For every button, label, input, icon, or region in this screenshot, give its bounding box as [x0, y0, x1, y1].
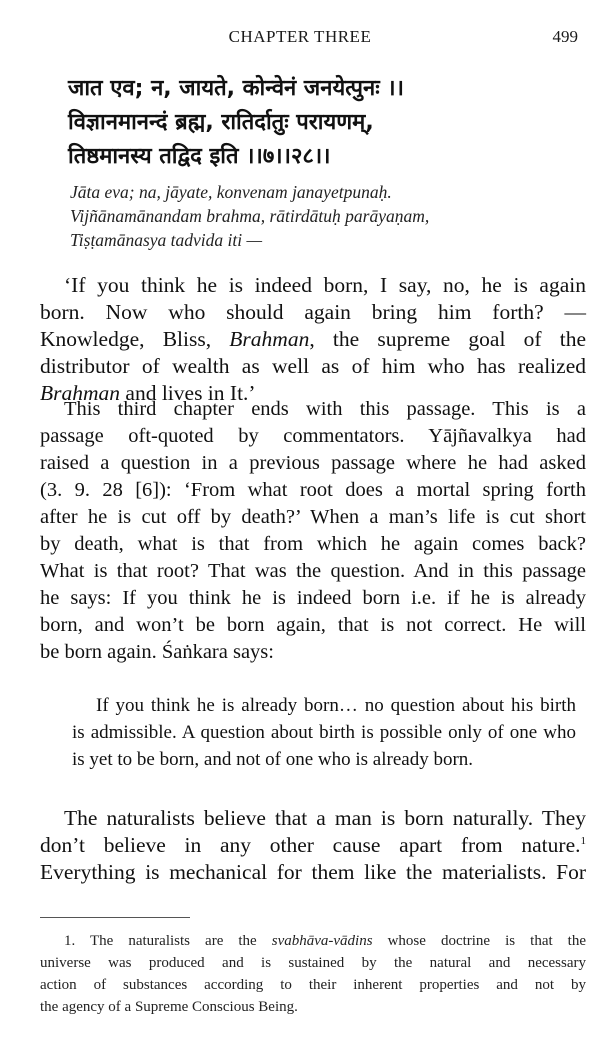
quote-line: If you think he is already born… no question about his birth: [96, 695, 576, 716]
text-run: , the supreme goal of the: [309, 327, 587, 351]
devanagari-verse: [68, 72, 568, 174]
text-run: don’t believe in any other cause apart from nature.: [40, 833, 581, 857]
footnote-line: the agency of a Supreme Conscious Being.: [40, 999, 298, 1015]
naturalists-paragraph: [40, 805, 586, 886]
text-line: by death, what is that from which he again comes back?: [40, 533, 586, 555]
text-line: Everything is mechanical for them like the materialists. For: [40, 860, 586, 884]
text-line: born, and won’t be born again, that is not correct. He will: [40, 614, 586, 636]
text-line: This third chapter ends with this passage. This is a: [64, 398, 586, 420]
text-line: distributor of wealth as well as of him who has realized: [40, 354, 586, 378]
footnote-line: action of substances according to their inherent properties and not by: [40, 977, 586, 993]
text-run: 1. The naturalists are the: [64, 933, 272, 949]
verse-line: जात एव; न, जायते, कोन्वेनं जनयेत्पुनः ।।: [68, 76, 404, 101]
emphasis: Brahman: [40, 381, 121, 405]
text-line: be born again. Śaṅkara says:: [40, 641, 274, 663]
text-line: [40, 832, 586, 859]
text-run: and lives in It.’: [120, 381, 256, 405]
text-line: born. Now who should again bring him forth? —: [40, 300, 586, 324]
page-number: 499: [552, 27, 578, 46]
block-quote: [72, 692, 576, 773]
footnote-divider: [40, 917, 190, 918]
verse-line: तिष्ठमानस्य तद्विद इति ।।७।।२८।।: [68, 144, 331, 169]
text-line: after he is cut off by death?’ When a man’s life is cut short: [40, 506, 586, 528]
text-line: (3. 9. 28 [6]): ‘From what root does a mortal spring forth: [40, 479, 586, 501]
transliteration-line: Tiṣṭamānasya tadvida iti —: [70, 230, 263, 250]
footnote-line: [40, 930, 586, 952]
commentary-paragraph: [40, 396, 586, 666]
text-run: whose doctrine is that the: [372, 933, 587, 949]
text-line: [40, 326, 586, 353]
text-line: raised a question in a previous passage where he had asked: [40, 452, 586, 474]
translation-paragraph: [40, 272, 586, 407]
running-header: CHAPTER THREE: [228, 27, 372, 46]
footnote-line: universe was produced and is sustained by the natural and necessary: [40, 955, 586, 971]
text-line: he says: If you think he is indeed born i.e. if he is already: [40, 587, 586, 609]
footnote-marker[interactable]: 1: [580, 834, 586, 847]
verse-line: विज्ञानमानन्दं ब्रह्म, रातिर्दातुः परायणम्,: [68, 110, 374, 135]
text-line: The naturalists believe that a man is born naturally. They: [64, 806, 586, 830]
quote-line: is yet to be born, and not of one who is already born.: [72, 749, 474, 770]
transliteration-line: Jāta eva; na, jāyate, konvenam janayetpunaḥ.: [70, 182, 392, 202]
text-line: passage oft-quoted by commentators. Yājñavalkya had: [40, 425, 586, 447]
quote-line: is admissible. A question about birth is possible only of one who: [72, 722, 576, 743]
transliteration-line: Vijñānamānandam brahma, rātirdātuḥ parāyaṇam,: [70, 206, 430, 226]
text-line: ‘If you think he is indeed born, I say, no, he is again: [64, 273, 586, 297]
emphasis: Brahman: [229, 327, 310, 351]
text-line: What is that root? That was the question. And in this passage: [40, 560, 586, 582]
footnote: [40, 930, 586, 1018]
emphasis: svabhāva-vādins: [271, 933, 373, 949]
text-run: Knowledge, Bliss,: [40, 327, 230, 351]
transliteration: [70, 180, 570, 252]
